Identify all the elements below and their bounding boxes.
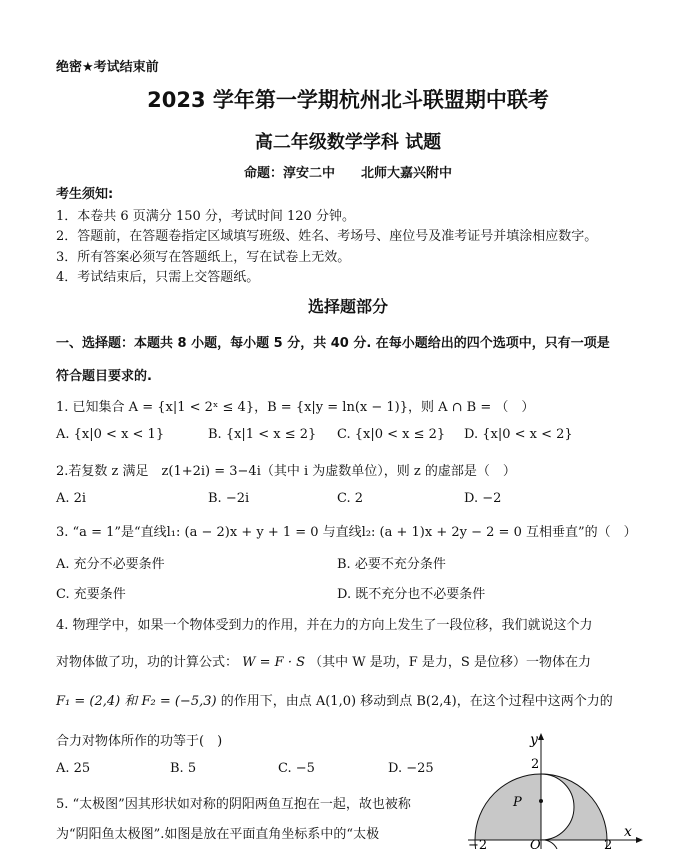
section-instruction-2: 符合题目要求的. — [56, 369, 152, 384]
q3-option-b: B. 必要不充分条件 — [337, 557, 446, 572]
q3-stem: 3. “a = 1”是“直线l₁: (a − 2)x + y + 1 = 0 与直线l₂: (a + 1)x + 2y − 2 = 0 互相垂直”的（ ） — [56, 525, 637, 540]
q4-option-b: B. 5 — [170, 761, 197, 776]
q4-line-3 — [56, 690, 613, 709]
q4-line-3-end: 的作用下，由点 A(1,0) 移动到点 B(2,4)，在这个过程中这两个力的 — [220, 694, 613, 709]
x-tick-neg-2: −2 — [468, 838, 488, 849]
taiji-lower-curve — [541, 840, 557, 849]
confidential-label: 绝密★考试结束前 — [56, 60, 159, 75]
q4-line-2 — [56, 651, 591, 670]
q3-option-a: A. 充分不必要条件 — [56, 557, 165, 572]
q4-option-a: A. 25 — [56, 761, 91, 776]
y-axis-label: y — [530, 732, 538, 748]
q3-option-c: C. 充要条件 — [56, 587, 126, 602]
x-axis-label: x — [624, 824, 632, 840]
q4-line-2-start: 对物体做了功，功的计算公式： — [56, 655, 239, 670]
notice-item-3: 3．所有答案必须写在答题纸上，写在试卷上无效。 — [56, 250, 351, 265]
q2-option-d: D. −2 — [464, 491, 502, 506]
q1-option-b: B. {x|1 < x ≤ 2} — [208, 427, 317, 442]
x-axis-arrow-icon — [636, 837, 643, 843]
q1-stem: 1. 已知集合 A = {x|1 < 2ˣ ≤ 4}，B = {x|y = ln(x − 1)}，则 A ∩ B = （ ） — [56, 400, 535, 415]
y-axis-arrow-icon — [538, 733, 544, 740]
q1-option-d: D. {x|0 < x < 2} — [464, 427, 573, 442]
q4-line-4: 合力对物体所作的功等于( ) — [56, 734, 223, 749]
q1-option-a: A. {x|0 < x < 1} — [56, 427, 165, 442]
section-title: 选择题部分 — [307, 297, 388, 316]
q4-option-c: C. −5 — [278, 761, 315, 776]
exam-title: 2023 学年第一学期杭州北斗联盟期中联考 — [147, 88, 549, 112]
notice-item-2: 2．答题前，在答题卷指定区域填写班级、姓名、考场号、座位号及准考证号并填涂相应数字。 — [56, 229, 598, 244]
q5-line-1: 5. “太极图”因其形状如对称的阴阳两鱼互抱在一起，故也被称 — [56, 797, 411, 812]
q1-option-c: C. {x|0 < x ≤ 2} — [337, 427, 446, 442]
force-vectors: F₁ = (2,4) 和 F₂ = (−5,3) — [56, 694, 217, 709]
origin-label: O — [530, 838, 541, 849]
point-p-label: P — [513, 795, 522, 810]
q5-line-2: 为“阴阳鱼太极图”.如图是放在平面直角坐标系中的“太极 — [56, 827, 380, 842]
y-tick-2: 2 — [531, 757, 540, 772]
x-tick-2: 2 — [604, 838, 613, 849]
q2-stem: 2.若复数 z 满足 z(1+2i) = 3−4i（其中 i 为虚数单位），则 z 的虚部是（ ） — [56, 464, 516, 479]
q3-option-d: D. 既不充分也不必要条件 — [337, 587, 486, 602]
exam-setters: 命题：淳安二中 北师大嘉兴附中 — [243, 166, 452, 181]
notice-heading: 考生须知: — [56, 187, 114, 202]
point-p-dot — [539, 799, 543, 803]
exam-subtitle: 高二年级数学学科 试题 — [254, 132, 442, 153]
section-instruction-1: 一、选择题：本题共 8 小题，每小题 5 分，共 40 分. 在每小题给出的四个选项中，只有一项是 — [56, 336, 610, 351]
q4-option-d: D. −25 — [388, 761, 434, 776]
q4-line-1: 4. 物理学中，如果一个物体受到力的作用，并在力的方向上发生了一段位移，我们就说这个力 — [56, 618, 593, 633]
notice-item-4: 4．考试结束后，只需上交答题纸。 — [56, 270, 260, 285]
notice-item-1: 1．本卷共 6 页满分 150 分，考试时间 120 分钟。 — [56, 209, 355, 224]
q2-option-b: B. −2i — [208, 491, 250, 506]
work-formula: W = F · S — [242, 655, 305, 670]
taiji-figure — [468, 732, 643, 849]
q4-line-2-end: （其中 W 是功，F 是力，S 是位移）一物体在力 — [309, 655, 591, 670]
q2-option-a: A. 2i — [56, 491, 87, 506]
q2-option-c: C. 2 — [337, 491, 364, 506]
